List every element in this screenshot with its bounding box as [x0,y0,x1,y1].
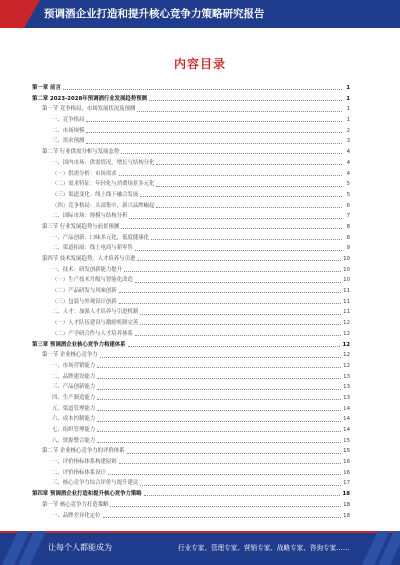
toc-page-number: 5 [346,191,350,198]
toc-page-number: 6 [346,202,350,209]
toc-page-number: 18 [343,512,350,519]
toc-entry-title: 一、产品创新：口味多元化，低度健康化 [52,234,150,241]
toc-entry[interactable] [32,222,350,233]
toc-entry-title: 第三节 行业发展趋势与前景预测 [42,223,120,230]
toc-entry[interactable] [32,350,350,361]
toc-entry[interactable] [32,233,350,244]
toc-entry-title: （一）供需分析：市场需求 [52,170,117,177]
toc-entry[interactable] [32,511,350,522]
toc-leader-dots [149,99,342,101]
toc-page-number: 5 [346,181,350,188]
toc-leader-dots [119,462,341,464]
toc-entry[interactable] [32,158,350,169]
toc-entry[interactable] [32,468,350,479]
toc-leader-dots [135,249,342,251]
toc-page-number: 16 [343,469,350,476]
toc-heading: 内容目录 [173,57,226,71]
toc-entry[interactable] [32,211,350,222]
toc-page-number: 2 [346,127,350,134]
toc-page-number: 12 [343,362,350,369]
toc-entry-title: （一）人才队伍建设与激励机制完善 [52,320,139,327]
toc-page-number: 8 [346,223,350,230]
toc-entry-title: （二）产品研发与风味创新 [52,288,117,295]
toc-page-number: 11 [343,298,350,305]
toc-entry-title: 二、市场规模 [52,127,85,134]
toc-entry-title: （四）竞争格局：头部集中，新兴品牌崛起 [52,202,155,209]
toc-leader-dots [119,291,341,293]
toc-entry-title: 二、国际市场：规模与结构分析 [52,213,128,220]
toc-leader-dots [103,516,342,518]
toc-entry[interactable] [32,361,350,372]
toc-page-number: 8 [346,234,350,241]
toc-leader-dots [140,484,341,486]
toc-leader-dots [151,238,342,240]
toc-entry[interactable] [32,94,350,105]
toc-page-number: 15 [343,448,350,455]
toc-entry[interactable] [32,190,350,201]
toc-entry-title: （二）产学研合作与人才培养体系 [52,330,133,337]
toc-entry[interactable] [32,265,350,276]
toc-entry[interactable] [32,147,350,158]
toc-page-number: 1 [346,106,350,113]
toc-entry-title: 第四节 技术发展趋势，人才培养与引进 [42,256,136,262]
toc-leader-dots [140,195,342,197]
toc-entry-title: （一）生产技术升级与智能化改造 [52,277,133,284]
toc-page-number: 4 [346,159,350,166]
toc-entry-title: 五、渠道管理能力 [52,405,96,412]
toc-leader-dots [97,377,341,379]
toc-page-number: 1 [346,85,350,91]
toc-leader-dots [121,152,342,154]
toc-entry[interactable] [32,340,350,351]
toc-leader-dots [124,270,341,272]
toc-leader-dots [135,334,341,336]
toc-page-number: 14 [343,416,350,423]
toc-leader-dots [121,227,342,229]
toc-entry[interactable] [32,297,350,308]
toc-page-number: 12 [342,341,350,348]
toc-entry[interactable] [32,478,350,489]
toc-leader-dots [63,88,342,90]
toc-page-number: 11 [343,309,350,316]
toc-entry[interactable] [32,201,350,212]
toc-entry-title: 第一节 企业核心竞争力 [42,352,98,359]
toc-entry[interactable] [32,500,350,511]
toc-entry[interactable] [32,318,350,329]
toc-entry-title: 第四章 预调酒企业打造和提升核心竞争力策略 [32,491,142,498]
toc-entry[interactable] [32,136,350,147]
toc-entry[interactable] [32,425,350,436]
toc-leader-dots [137,110,342,112]
toc-entry-title: 一、技术：研发创新能力提升 [52,266,123,273]
toc-leader-dots [129,217,342,219]
toc-leader-dots [119,174,342,176]
toc-entry[interactable] [32,104,350,115]
toc-entry[interactable] [32,393,350,404]
toc-leader-dots [119,302,341,304]
toc-entry-title: 第一章 前言 [32,85,61,91]
toc-page-number: 10 [343,266,350,273]
toc-page-number: 18 [343,501,350,508]
toc-leader-dots [86,131,342,133]
header-decoration [0,0,40,28]
toc-entry-title: 一、市场营销能力 [52,362,96,369]
toc-leader-dots [140,323,341,325]
toc-leader-dots [127,452,342,454]
toc-page-number: 1 [346,95,350,102]
page-header [0,0,400,28]
toc-entry-title: 第一节 核心竞争力打造策略 [42,501,109,508]
toc-page-number: 16 [343,459,350,466]
toc-leader-dots [156,206,342,208]
toc-leader-dots [97,430,341,432]
table-of-contents [32,83,350,521]
toc-entry-title: 一、品牌差异化定位 [52,512,101,519]
toc-leader-dots [140,313,341,315]
toc-leader-dots [97,398,341,400]
toc-entry-title: 二、评价指标体系设计 [52,469,106,476]
toc-entry[interactable] [32,307,350,318]
toc-page-number: 10 [343,277,350,284]
footer-expert-list: 行业专家、管理专家、营销专家、战略专家、咨询专家…… [178,544,350,552]
toc-entry-title: 七、组织管理能力 [52,427,96,433]
toc-page-number: 12 [343,330,350,337]
toc-leader-dots [86,120,342,122]
toc-entry-title: （三）渠道变化：线上线下融合发展 [52,191,139,198]
toc-entry-title: 一、竞争格局 [52,117,85,124]
toc-entry[interactable] [32,83,350,94]
toc-entry-title: 第一节 竞争格局，市场发展状况及预测 [42,106,136,113]
toc-leader-dots [97,409,341,411]
page-footer [0,531,400,565]
toc-page-number: 13 [343,394,350,401]
toc-leader-dots [97,388,341,390]
toc-entry-title: 第二节 企业核心竞争力的评价体系 [42,448,125,455]
toc-leader-dots [135,281,341,283]
toc-entry[interactable] [32,243,350,254]
toc-entry[interactable] [32,446,350,457]
report-title: 预调酒企业打造和提升核心竞争力策略研究报告 [44,8,265,20]
toc-entry-title: 二、渠道拓展：线上电商与新零售 [52,245,133,252]
toc-page-number: 10 [343,256,350,262]
toc-leader-dots [156,163,342,165]
toc-entry[interactable] [32,372,350,383]
toc-page-number: 15 [343,437,350,444]
toc-page-number: 3 [346,138,350,145]
toc-leader-dots [100,356,342,358]
toc-entry-title: 八、资源整合能力 [52,437,96,444]
footer-slogan: 让每个人都能成为 [48,543,112,552]
toc-entry[interactable] [32,179,350,190]
toc-entry[interactable] [32,169,350,180]
toc-page-number: 4 [346,149,350,156]
toc-page-number: 9 [346,245,350,252]
toc-entry-title: 第二章 2023-2028年预调酒行业发展趋势预测 [32,95,147,102]
toc-entry-title: （三）包装与外观设计创新 [52,298,117,305]
toc-page-number: 1 [346,117,350,124]
toc-leader-dots [137,259,341,261]
toc-entry-title: 第二节 行业供需分析与发展态势 [42,149,120,156]
toc-entry[interactable] [32,489,350,500]
toc-entry[interactable] [32,126,350,137]
toc-entry-title: 二、人才：加强人才培养与引进机制 [52,309,139,316]
toc-entry[interactable] [32,436,350,447]
toc-leader-dots [156,185,342,187]
toc-entry-title: 三、核心竞争力综合评价与提升建议 [52,480,139,487]
toc-leader-dots [110,505,341,507]
toc-entry[interactable] [32,414,350,425]
toc-entry-title: 一、评价指标体系构建原则 [52,459,117,466]
toc-entry-title: 第三章 预调酒企业核心竞争力构建体系 [32,341,126,348]
toc-page-number: 18 [342,491,350,498]
toc-page-number: 13 [343,373,350,380]
toc-leader-dots [86,142,342,144]
toc-entry-title: 三、需求预测 [52,138,85,145]
toc-entry[interactable] [32,404,350,415]
toc-entry[interactable] [32,382,350,393]
toc-entry[interactable] [32,457,350,468]
toc-entry-title: 二、品牌建设能力 [52,373,96,380]
toc-page-number: 12 [343,352,350,359]
toc-entry[interactable] [32,254,350,265]
toc-entry-title: （二）需求特征：年轻化与消费场景多元化 [52,181,155,188]
toc-leader-dots [108,473,341,475]
toc-page-number: 13 [343,384,350,391]
toc-entry-title: 一、国内市场：供需情况，增长与结构分化 [52,159,155,166]
toc-entry[interactable] [32,275,350,286]
toc-leader-dots [144,494,341,496]
toc-entry[interactable] [32,329,350,340]
toc-leader-dots [97,420,341,422]
toc-leader-dots [97,366,341,368]
toc-page-number: 14 [343,427,350,433]
toc-page-number: 4 [346,170,350,177]
toc-entry[interactable] [32,115,350,126]
toc-page-number: 17 [343,480,350,487]
toc-entry-title: 四、生产制造能力 [52,394,96,401]
toc-page-number: 11 [343,288,350,295]
toc-page-number: 14 [343,405,350,412]
toc-leader-dots [128,345,341,347]
toc-entry-title: 六、成本控制能力 [52,416,96,423]
toc-entry[interactable] [32,286,350,297]
toc-page-number: 7 [346,213,350,220]
toc-leader-dots [97,441,341,443]
toc-entry-title: 三、产品创新能力 [52,384,96,391]
toc-page-number: 12 [343,320,350,327]
